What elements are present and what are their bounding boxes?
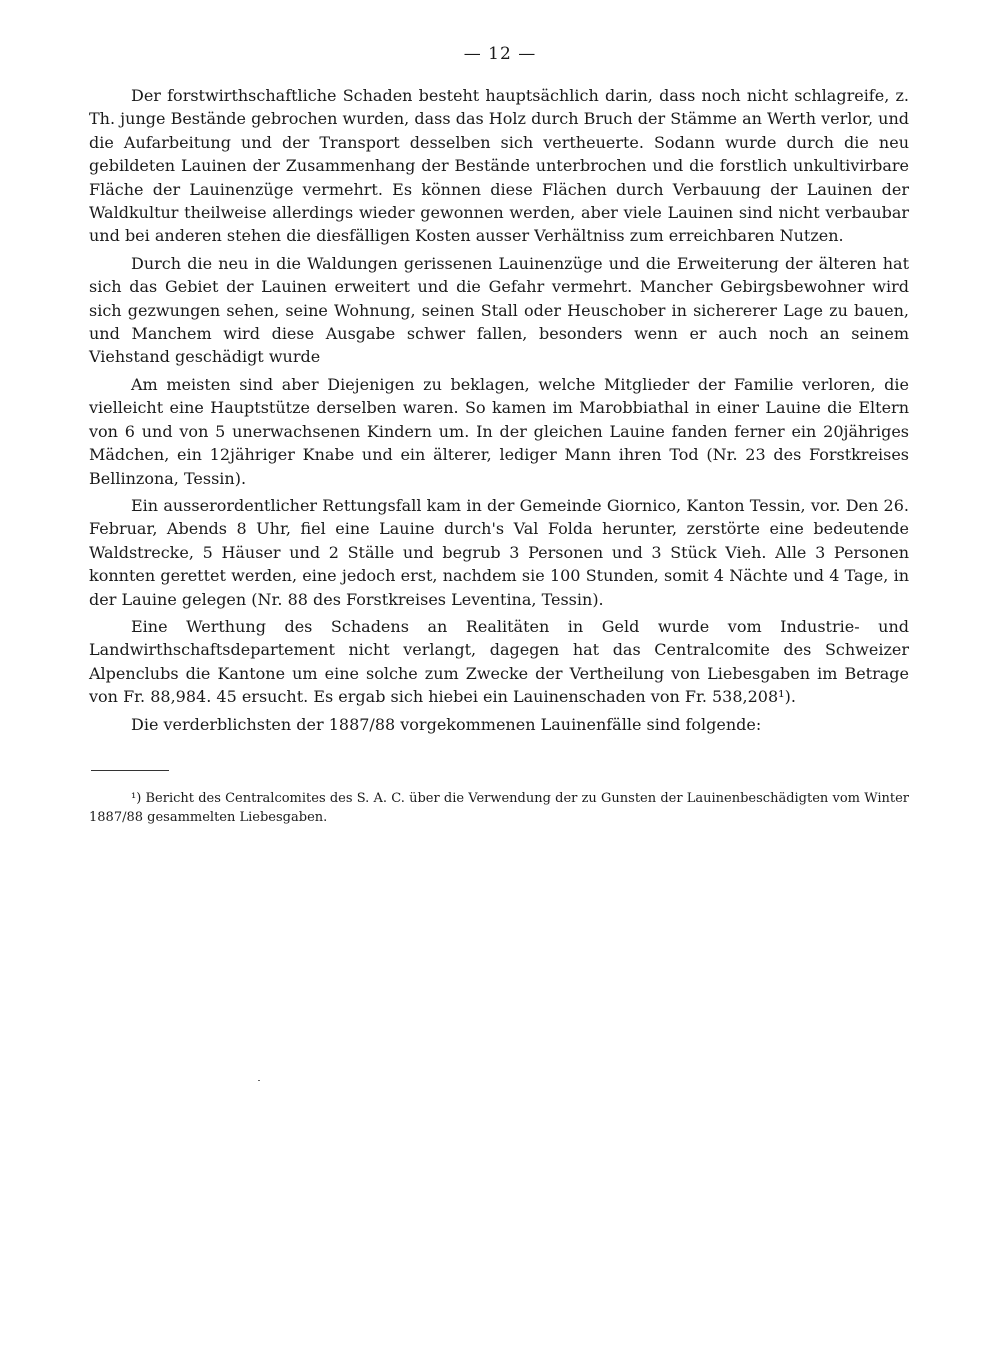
paragraph-family-losses: Am meisten sind aber Diejenigen zu beklagen, welche Mitglieder der Familie verloren, die vielleicht eine Hauptstütze derselben waren. So kamen im Marobbiathal in einer Lauine die Eltern von 6 und von 5 unerwachsenen Kindern um. In der gleichen Lauine fanden ferner ein 20jähriges Mädchen, ein 12jähriger Knabe und ein älterer, lediger Mann ihren Tod (Nr. 23 des Forstkreises Bellinzona, Tessin). [89,374,909,488]
paragraph-avalanche-area: Durch die neu in die Waldungen gerissenen Lauinenzüge und die Erweiterung der älteren hat sich das Gebiet der Lauinen erweitert und die Gefahr vermehrt. Mancher Gebirgsbewohner wird sich gezwungen sehen, seine Wohnung, seinen Stall oder Heuschober in sichererer Lage zu bauen, und Manchem wird diese Ausgabe schwer fallen, besonders wenn er auch noch an seinem Viehstand geschädigt wurde [89,253,909,367]
paragraph-list-intro: Die verderblichsten der 1887/88 vorgekommenen Lauinenfälle sind folgende: [131,714,762,734]
footnote-divider [91,770,169,771]
scan-speck [258,1080,260,1081]
paragraph-forestry-damage: Der forstwirthschaftliche Schaden besteht hauptsächlich darin, dass noch nicht schlagreife, z. Th. junge Bestände gebrochen wurden, dass das Holz durch Bruch der Stämme an Werth verlor, und die Aufarbeitung und der Transport desselben sich vertheuerte. Sodann wurde durch die neu gebildeten Lauinen der Zusammenhang der Bestände unterbrochen und die forstlich unkultivirbare Fläche der Lauinenzüge vermehrt. Es können diese Flächen durch Verbauung der Lauinen der Waldkultur theilweise allerdings wieder gewonnen werden, aber viele Lauinen sind nicht verbaubar und bei anderen stehen die diesfälligen Kosten ausser Verhältniss zum erreichbaren Nutzen. [89,86,909,246]
paragraph-damage-valuation: Eine Werthung des Schadens an Realitäten in Geld wurde vom Industrie- und Landwirthschaftsdepartement nicht verlangt, dagegen hat das Centralcomite des Schweizer Alpenclubs die Kantone um eine solche zum Zwecke der Vertheilung von Liebesgaben im Betrage von Fr. 88,984. 45 ersucht. Es ergab sich hiebei ein Lauinenschaden von Fr. 538,208¹). [89,616,909,707]
footnote: ¹) Bericht des Centralcomites des S. A. C. über die Verwendung der zu Gunsten der Lauinenbeschädigten vom Winter 1887/88 gesammelten Liebesgaben. [89,791,909,825]
body-text [89,84,909,740]
page-number: — 12 — [463,44,537,64]
paragraph-rescue-case: Ein ausserordentlicher Rettungsfall kam in der Gemeinde Giornico, Kanton Tessin, vor. Den 26. Februar, Abends 8 Uhr, fiel eine Lauine durch's Val Folda herunter, zerstörte eine bedeutende Waldstrecke, 5 Häuser und 2 Ställe und begrub 3 Personen und 3 Stück Vieh. Alle 3 Personen konnten gerettet werden, eine jedoch erst, nachdem sie 100 Stunden, somit 4 Nächte und 4 Tage, in der Lauine gelegen (Nr. 88 des Forstkreises Leventina, Tessin). [89,495,909,609]
